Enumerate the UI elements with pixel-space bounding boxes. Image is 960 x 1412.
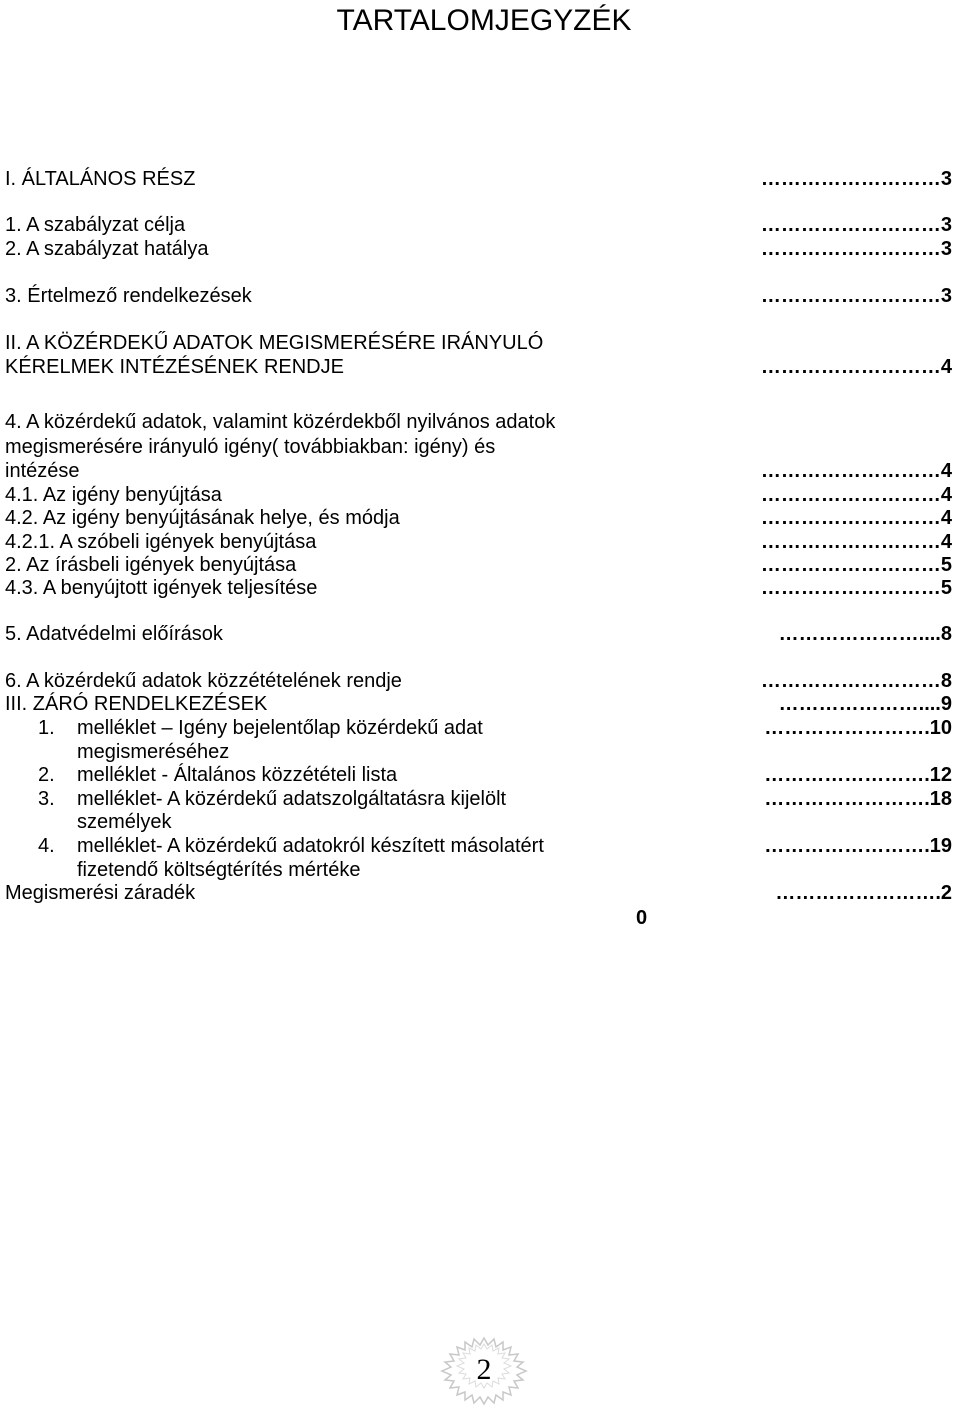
toc-entry-part-two-line1[interactable]: II. A KÖZÉRDEKŰ ADATOK MEGISMERÉSÉRE IRÁNYULÓ (5, 332, 544, 354)
toc-entry-acknowledgement-clause-page: …………………….2 (775, 882, 952, 904)
toc-entry-publication-order[interactable]: 6. A közérdekű adatok közzétételének rendje (5, 670, 402, 692)
toc-entry-4-2-page: ………………………4 (760, 507, 952, 529)
toc-entry-publication-order-page: ………………………8 (760, 670, 952, 692)
toc-entry-annex3[interactable]: melléklet- A közérdekű adatszolgáltatásra kijelölt (77, 788, 507, 810)
toc-entry-data-protection[interactable]: 5. Adatvédelmi előírások (5, 623, 223, 645)
toc-entry-written-requests[interactable]: 2. Az írásbeli igények benyújtása (5, 554, 297, 576)
toc-entry-definitions[interactable]: 3. Értelmező rendelkezések (5, 285, 252, 307)
toc-entry-part-two-line2[interactable]: KÉRELMEK INTÉZÉSÉNEK RENDJE (5, 356, 344, 378)
toc-entry-general-part[interactable]: I. ÁLTALÁNOS RÉSZ (5, 168, 196, 190)
toc-entry-annex1[interactable]: melléklet – Igény bejelentőlap közérdekű adat (77, 717, 483, 739)
toc-entry-written-requests-page: ………………………5 (760, 554, 952, 576)
toc-entry-4-1[interactable]: 4.1. Az igény benyújtása (5, 484, 222, 506)
toc-entry-purpose-page: ………………………3 (760, 214, 952, 236)
toc-entry-4-2[interactable]: 4.2. Az igény benyújtásának helye, és módja (5, 507, 400, 529)
toc-entry-annex3-page: …………………….18 (764, 788, 952, 810)
toc-entry-acknowledgement-clause[interactable]: Megismerési záradék (5, 882, 196, 904)
toc-entry-annex4[interactable]: melléklet- A közérdekű adatokról készített másolatért (77, 835, 544, 857)
toc-entry-4-2-1[interactable]: 4.2.1. A szóbeli igények benyújtása (5, 531, 317, 553)
document-title: TARTALOMJEGYZÉK (336, 4, 632, 37)
toc-entry-annex2-page: …………………….12 (764, 764, 952, 786)
toc-entry-annex1-number: 1. (38, 717, 55, 739)
toc-entry-annex2[interactable]: melléklet - Általános közzétételi lista (77, 764, 398, 786)
toc-entry-annex4-number: 4. (38, 835, 55, 857)
toc-entry-annex3-number: 3. (38, 788, 55, 810)
toc-entry-annex1-page: …………………….10 (764, 717, 952, 739)
toc-entry-general-part-page: ………………………3 (760, 168, 952, 190)
toc-entry-section4-line2[interactable]: megismerésére irányuló igény( továbbiakban: igény) és (5, 436, 496, 458)
toc-entry-section4-line1[interactable]: 4. A közérdekű adatok, valamint közérdekből nyilvános adatok (5, 411, 556, 433)
toc-entry-annex1-line2[interactable]: megismeréséhez (77, 741, 230, 763)
toc-entry-annex2-number: 2. (38, 764, 55, 786)
page-number: 2 (476, 1353, 492, 1386)
toc-entry-4-1-page: ………………………4 (760, 484, 952, 506)
page-number-seal (430, 1336, 538, 1408)
toc-entry-4-2-1-page: ………………………4 (760, 531, 952, 553)
toc-entry-scope-page: ………………………3 (760, 238, 952, 260)
toc-entry-closing-provisions[interactable]: III. ZÁRÓ RENDELKEZÉSEK (5, 693, 268, 715)
toc-entry-closing-provisions-page: …………………....9 (778, 693, 952, 715)
toc-entry-purpose[interactable]: 1. A szabályzat célja (5, 214, 186, 236)
toc-entry-4-3-page: ………………………5 (760, 577, 952, 599)
toc-entry-section4-page: ………………………4 (760, 460, 952, 482)
toc-entry-definitions-page: ………………………3 (760, 285, 952, 307)
toc-entry-part-two-page: ………………………4 (760, 356, 952, 378)
toc-entry-annex4-line2[interactable]: fizetendő költségtérítés mértéke (77, 859, 361, 881)
toc-entry-4-3[interactable]: 4.3. A benyújtott igények teljesítése (5, 577, 318, 599)
toc-entry-annex4-page: …………………….19 (764, 835, 952, 857)
toc-entry-data-protection-page: …………………....8 (778, 623, 952, 645)
toc-entry-annex3-line2[interactable]: személyek (77, 811, 172, 833)
toc-entry-section4-line3[interactable]: intézése (5, 460, 80, 482)
toc-entry-scope[interactable]: 2. A szabályzat hatálya (5, 238, 209, 260)
toc-entry-acknowledgement-clause-page-wrap: 0 (636, 907, 648, 929)
